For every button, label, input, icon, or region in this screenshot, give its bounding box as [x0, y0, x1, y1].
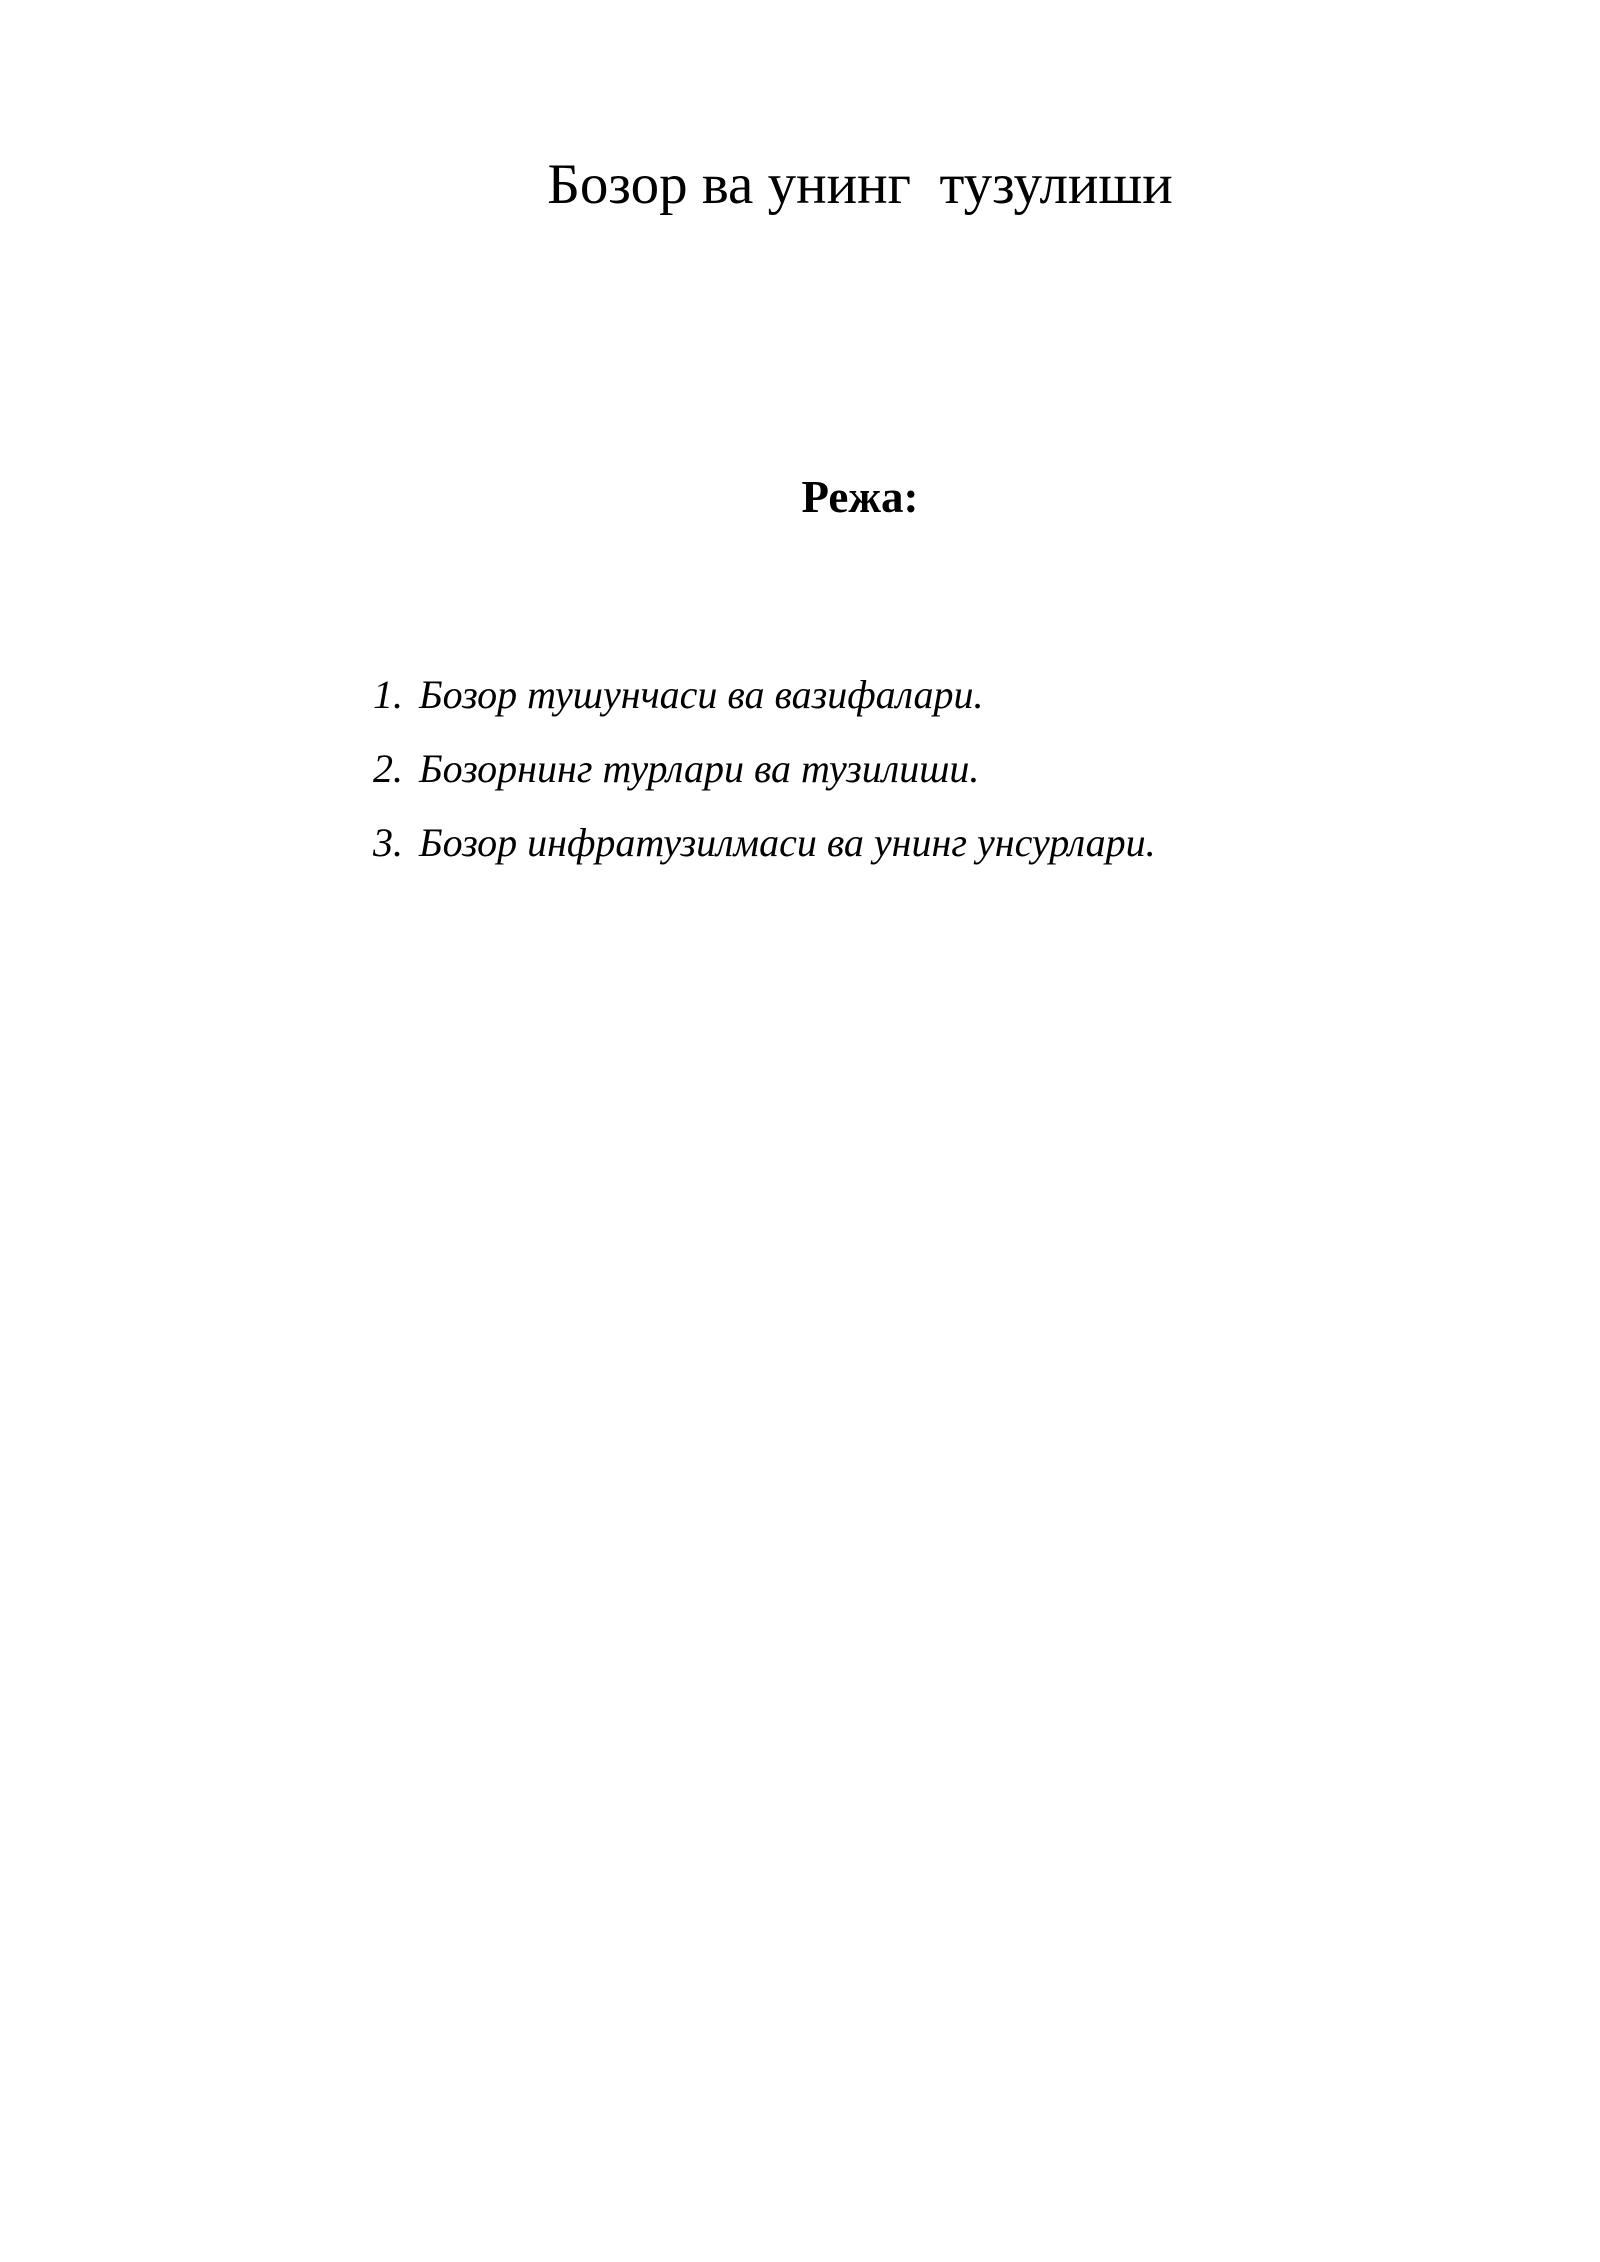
plan-item-text: Бозор инфратузилмаси ва унинг унсурлари. [419, 820, 1156, 865]
plan-item-text: Бозорнинг турлари ва тузилиши. [419, 746, 980, 791]
plan-item-2 [373, 746, 1156, 820]
plan-item-3 [373, 820, 1156, 894]
plan-item-number: 2. [373, 746, 403, 791]
plan-heading: Режа: [801, 472, 919, 522]
plan-item-text: Бозор тушунчаси ва вазифалари. [419, 672, 984, 717]
plan-item-number: 3. [373, 820, 403, 865]
plan-item-number: 1. [373, 672, 403, 717]
plan-list [373, 672, 1156, 894]
plan-item-1 [373, 672, 1156, 746]
document-title: Бозор ва унинг тузулиши [547, 153, 1173, 216]
